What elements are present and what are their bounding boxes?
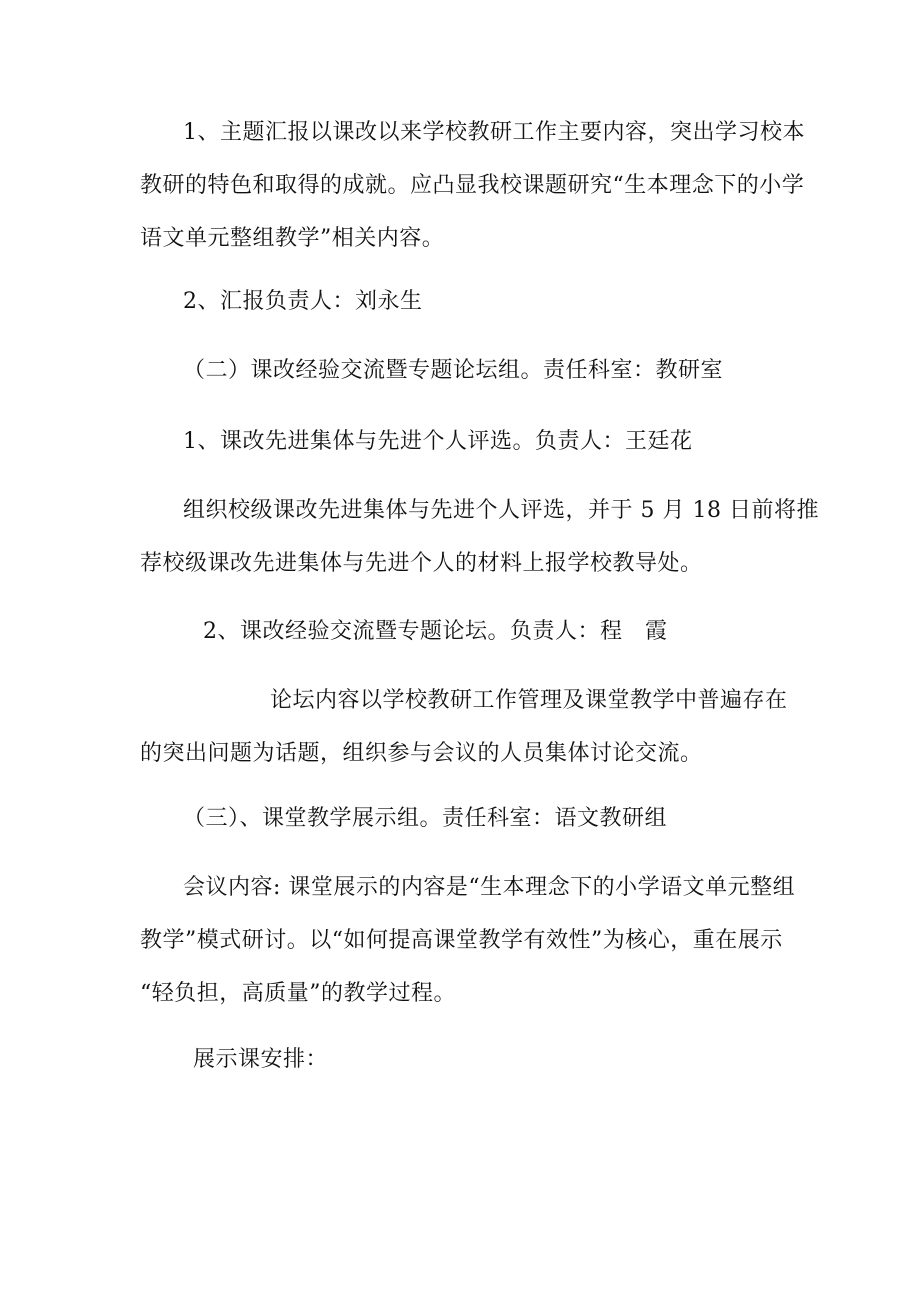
paragraph-5-line-2: 荐校级课改先进集体与先进个人的材料上报学校教导处。 <box>140 551 703 576</box>
paragraph-4-line-1: 1、课改先进集体与先进个人评选。负责人：王廷花 <box>183 429 693 454</box>
paragraph-9-line-2: 教学”模式研讨。以“如何提高课堂教学有效性”为核心，重在展示 <box>140 928 783 953</box>
paragraph-5-line-1: 组织校级课改先进集体与先进个人评选，并于 5 月 18 日前将推 <box>183 498 819 523</box>
paragraph-1-line-3: 语文单元整组教学”相关内容。 <box>140 226 445 251</box>
paragraph-10-line-1: 展示课安排： <box>193 1047 329 1072</box>
paragraph-1-line-1: 1、主题汇报以课改以来学校教研工作主要内容，突出学习校本 <box>183 120 805 145</box>
paragraph-9-line-1: 会议内容: 课堂展示的内容是“生本理念下的小学语文单元整组 <box>183 875 796 900</box>
section-2-heading: （二）课改经验交流暨专题论坛组。责任科室：教研室 <box>183 358 724 383</box>
paragraph-7-line-1: 论坛内容以学校教研工作管理及课堂教学中普遍存在 <box>270 688 788 713</box>
paragraph-7-line-2: 的突出问题为话题，组织参与会议的人员集体讨论交流。 <box>140 741 703 766</box>
paragraph-1-line-2: 教研的特色和取得的成就。应凸显我校课题研究“生本理念下的小学 <box>140 173 805 198</box>
section-3-heading: （三）、课堂教学展示组。责任科室：语文教研组 <box>183 806 668 831</box>
paragraph-6-line-1: 2、课改经验交流暨专题论坛。负责人：程 霞 <box>203 619 668 644</box>
paragraph-9-line-3: “轻负担，高质量”的教学过程。 <box>140 981 456 1006</box>
paragraph-2-line-1: 2、汇报负责人：刘永生 <box>183 289 423 314</box>
